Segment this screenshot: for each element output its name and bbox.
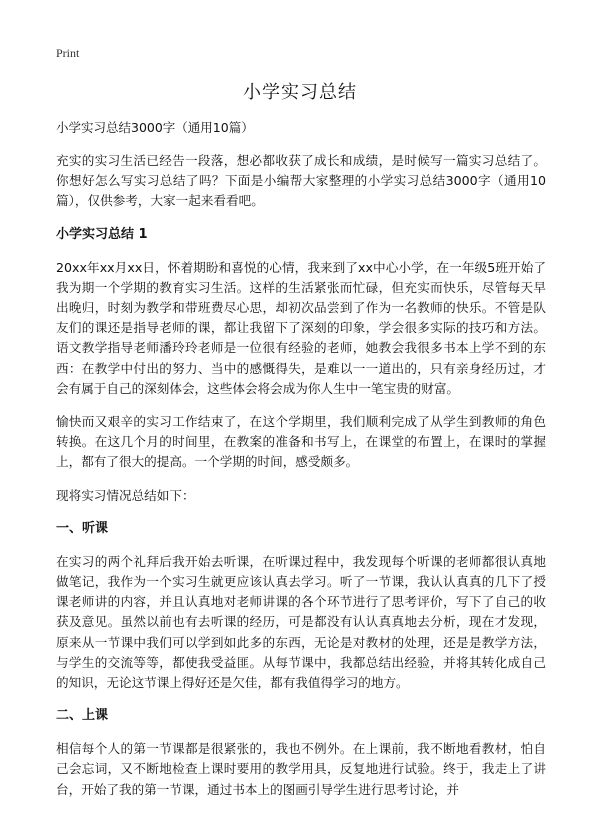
heading-teaching: 二、上课	[56, 708, 109, 724]
teaching-paragraph: 相信每个人的第一节课都是很紧张的，我也不例外。在上课前，我不断地看教材，怕自己会忘词，又不断地检查上课时要用的教学用具，反复地进行试验。终于，我走上了讲台，开始了我的第一节课，通过书本上的图画引导学生进行思考讨论，并	[56, 741, 546, 797]
section1-paragraph-1: 20xx年xx月xx日，怀着期盼和喜悦的心情，我来到了xx中心小学，在一年级5班开始了我为期一个学期的教育实习生活。这样的生活紧张而忙碌，但充实而快乐，尽管每天早出晚归，时刻为教学和带班费尽心思，却初次品尝到了作为一名教师的快乐。不管是队友们的课还是指导老师的课，都让我留下了深刻的印象，学会很多实际的技巧和方法。语文教学指导老师潘玲玲老师是一位很有经验的老师，她教会我很多书本上学不到的东西：在教学中付出的努力、当中的感慨得失，是难以一一道出的，只有亲身经历过，才会有属于自己的深刻体会，这些体会将会成为你人生中一笔宝贵的财富。	[56, 259, 546, 396]
document-subtitle: 小学实习总结3000字（通用10篇）	[56, 120, 254, 135]
print-link[interactable]: Print	[56, 46, 80, 60]
document-body	[56, 118, 546, 813]
section1-paragraph-3: 现将实习情况总结如下：	[56, 487, 195, 503]
section-heading-1: 小学实习总结 1	[56, 226, 148, 242]
section1-paragraph-2: 愉快而又艰辛的实习工作结束了，在这个学期里，我们顺利完成了从学生到教师的角色转换。在这几个月的时间里，在教案的准备和书写上，在课堂的布置上，在课时的掌握上，都有了很大的提高。一个学期的时间，感受颇多。	[56, 414, 546, 470]
document-title: 小学实习总结	[243, 82, 357, 103]
listening-paragraph: 在实习的两个礼拜后我开始去听课，在听课过程中，我发现每个听课的老师都很认真地做笔记，我作为一个实习生就更应该认真去学习。听了一节课，我认认真真的几下了授课老师讲的内容，并且认真地对老师讲课的各个环节进行了思考评价，写下了自己的收获及意见。虽然以前也有去听课的经历，可是都没有认认真真地去分析，现在才发现，原来从一节课中我们可以学到如此多的东西，无论是对教材的处理，还是是教学方法，与学生的交流等等，都使我受益匪。从每节课中，我都总结出经验，并将其转化成自己的知识，无论这节课上得好还是欠佳，都有我值得学习的地方。	[56, 553, 546, 691]
heading-listening: 一、听课	[56, 520, 109, 536]
intro-paragraph: 充实的实习生活已经告一段落，想必都收获了成长和成绩，是时候写一篇实习总结了。你想好怎么写实习总结了吗？下面是小编帮大家整理的小学实习总结3000字（通用10篇），仅供参考，大家一起来看看吧。	[56, 153, 546, 209]
